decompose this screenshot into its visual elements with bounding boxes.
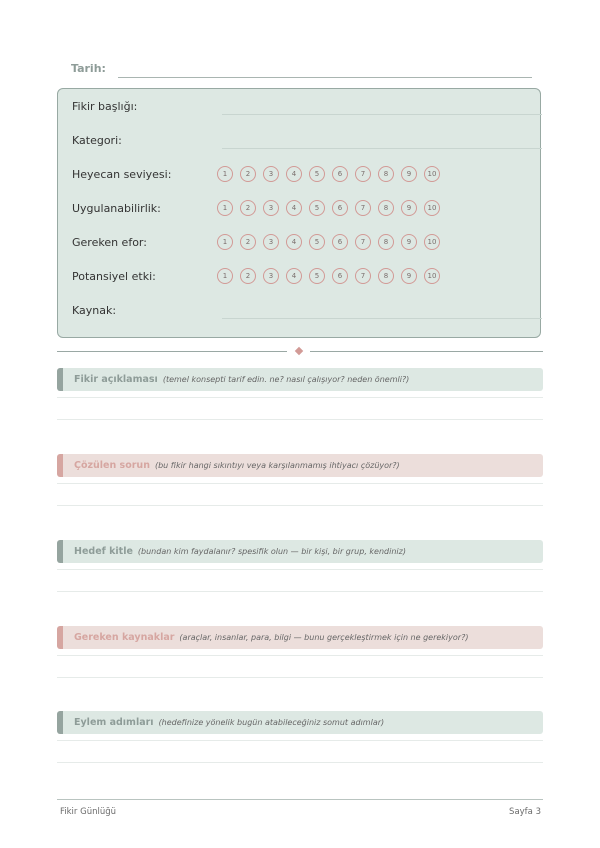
writing-line[interactable] (57, 655, 543, 656)
section-hint: (bu fikir hangi sıkıntıyı veya karşılanmamış ihtiyacı çözüyor?) (154, 461, 400, 470)
idea-title-row (72, 97, 532, 117)
rating-option-8[interactable]: 8 (378, 234, 394, 250)
rating-row-feasibility (72, 199, 532, 219)
section-header (57, 540, 543, 563)
category-label: Kategori: (72, 134, 122, 147)
section-hint: (bundan kim faydalanır? spesifik olun — bir kişi, bir grup, kendiniz) (137, 547, 406, 556)
rating-option-7[interactable]: 7 (355, 166, 371, 182)
writing-line[interactable] (57, 762, 543, 763)
writing-line[interactable] (57, 397, 543, 398)
section-title: Eylem adımları (hedefinize yönelik bugün atabileceğiniz somut adımlar) (74, 717, 385, 728)
rating-option-4[interactable]: 4 (286, 234, 302, 250)
section-header (57, 368, 543, 391)
rating-option-7[interactable]: 7 (355, 268, 371, 284)
rating-option-1[interactable]: 1 (217, 268, 233, 284)
rating-option-6[interactable]: 6 (332, 268, 348, 284)
rating-option-5[interactable]: 5 (309, 166, 325, 182)
rating-option-2[interactable]: 2 (240, 234, 256, 250)
date-row (71, 62, 532, 80)
rating-option-4[interactable]: 4 (286, 200, 302, 216)
writing-line[interactable] (57, 677, 543, 678)
section-title: Fikir açıklaması (temel konsepti tarif edin. ne? nasıl çalışıyor? neden önemli?) (74, 374, 410, 385)
rating-option-2[interactable]: 2 (240, 268, 256, 284)
idea-details-card (57, 88, 541, 338)
footer-page-number: Sayfa 3 (509, 807, 541, 817)
rating-option-5[interactable]: 5 (309, 200, 325, 216)
section-hint: (araçlar, insanlar, para, bilgi — bunu gerçekleştirmek için ne gerekiyor?) (179, 633, 469, 642)
rating-option-3[interactable]: 3 (263, 268, 279, 284)
category-row (72, 131, 532, 151)
rating-option-10[interactable]: 10 (424, 200, 440, 216)
date-label: Tarih: (71, 62, 106, 75)
rating-row-excitement (72, 165, 532, 185)
section-header (57, 711, 543, 734)
rating-option-3[interactable]: 3 (263, 166, 279, 182)
section-title: Çözülen sorun (bu fikir hangi sıkıntıyı veya karşılanmamış ihtiyacı çözüyor?) (74, 460, 400, 471)
rating-option-7[interactable]: 7 (355, 234, 371, 250)
rating-option-10[interactable]: 10 (424, 166, 440, 182)
rating-option-1[interactable]: 1 (217, 234, 233, 250)
rating-option-1[interactable]: 1 (217, 166, 233, 182)
rating-option-1[interactable]: 1 (217, 200, 233, 216)
rating-option-4[interactable]: 4 (286, 268, 302, 284)
rating-option-2[interactable]: 2 (240, 166, 256, 182)
section-title: Gereken kaynaklar (araçlar, insanlar, para, bilgi — bunu gerçekleştirmek için ne gerekiyor?) (74, 632, 469, 643)
source-line[interactable] (222, 318, 542, 319)
rating-option-5[interactable]: 5 (309, 234, 325, 250)
writing-line[interactable] (57, 505, 543, 506)
rating-option-9[interactable]: 9 (401, 268, 417, 284)
date-input-line[interactable] (118, 77, 532, 78)
writing-line[interactable] (57, 569, 543, 570)
rating-option-9[interactable]: 9 (401, 200, 417, 216)
section-title: Hedef kitle (bundan kim faydalanır? spesifik olun — bir kişi, bir grup, kendiniz) (74, 546, 406, 557)
rating-option-7[interactable]: 7 (355, 200, 371, 216)
rating-option-2[interactable]: 2 (240, 200, 256, 216)
rating-option-3[interactable]: 3 (263, 234, 279, 250)
rating-option-6[interactable]: 6 (332, 200, 348, 216)
rating-option-6[interactable]: 6 (332, 166, 348, 182)
footer-journal-name: Fikir Günlüğü (60, 807, 117, 817)
writing-line[interactable] (57, 740, 543, 741)
writing-line[interactable] (57, 591, 543, 592)
section-hint: (temel konsepti tarif edin. ne? nasıl çalışıyor? neden önemli?) (162, 375, 410, 384)
section-hint: (hedefinize yönelik bugün atabileceğiniz somut adımlar) (158, 718, 385, 727)
writing-line[interactable] (57, 483, 543, 484)
rating-option-10[interactable]: 10 (424, 234, 440, 250)
section-header (57, 626, 543, 649)
rating-row-impact (72, 267, 532, 287)
rating-row-effort (72, 233, 532, 253)
divider-diamond-icon (295, 347, 303, 355)
rating-option-8[interactable]: 8 (378, 268, 394, 284)
section-divider (57, 345, 543, 357)
divider-line-right (310, 351, 543, 352)
rating-label: Uygulanabilirlik: (72, 202, 161, 215)
footer-divider (57, 799, 543, 800)
rating-option-10[interactable]: 10 (424, 268, 440, 284)
rating-option-3[interactable]: 3 (263, 200, 279, 216)
idea-title-label: Fikir başlığı: (72, 100, 138, 113)
rating-option-8[interactable]: 8 (378, 166, 394, 182)
rating-option-8[interactable]: 8 (378, 200, 394, 216)
rating-option-4[interactable]: 4 (286, 166, 302, 182)
source-label: Kaynak: (72, 304, 117, 317)
section-header (57, 454, 543, 477)
divider-line-left (57, 351, 287, 352)
rating-label: Gereken efor: (72, 236, 147, 249)
source-row (72, 301, 532, 321)
rating-option-6[interactable]: 6 (332, 234, 348, 250)
rating-label: Heyecan seviyesi: (72, 168, 172, 181)
category-line[interactable] (222, 148, 542, 149)
rating-label: Potansiyel etki: (72, 270, 156, 283)
idea-title-line[interactable] (222, 114, 542, 115)
rating-option-9[interactable]: 9 (401, 166, 417, 182)
rating-option-5[interactable]: 5 (309, 268, 325, 284)
rating-option-9[interactable]: 9 (401, 234, 417, 250)
writing-line[interactable] (57, 419, 543, 420)
